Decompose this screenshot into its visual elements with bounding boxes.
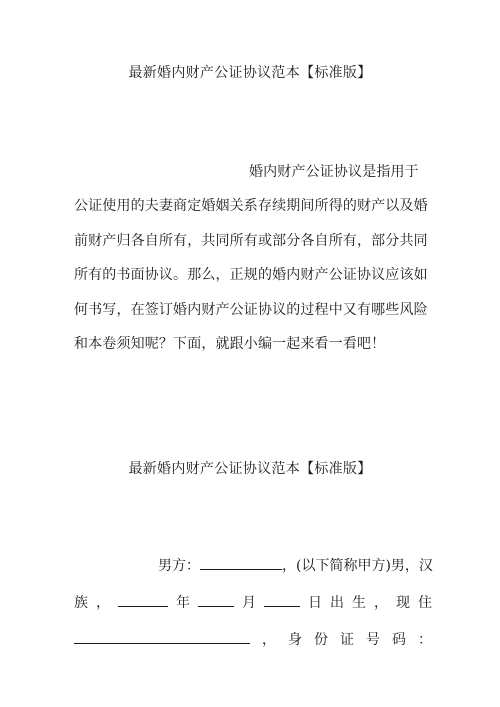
intro-line: 何书写，在签订婚内财产公证协议的过程中又有哪些风险 (74, 301, 428, 318)
husband-name-blank[interactable] (200, 554, 282, 570)
text-char: ， (96, 595, 110, 611)
intro-paragraph (74, 155, 430, 361)
text-char: 证 (340, 632, 354, 648)
husband-label: 男方： (158, 558, 200, 574)
birth-address-line (74, 591, 432, 628)
intro-line: 公证使用的夫妻商定婚姻关系存续期间所得的财产以及婚 (74, 198, 428, 215)
document-title: 最新婚内财产公证协议范本【标准版】 (128, 65, 372, 81)
intro-line: 和本卷须知呢？下面，就跟小编一起来看一看吧！ (74, 335, 386, 352)
intro-line: 前财产归各自所有，共同所有或部分各自所有，部分共同 (74, 232, 428, 249)
text-char: 出 (330, 595, 344, 611)
text-char: ， (262, 632, 276, 648)
text-char: 号 (366, 632, 380, 648)
birth-month-blank[interactable] (198, 591, 234, 607)
text-char: 身 (288, 632, 302, 648)
text-char: ， (374, 595, 388, 611)
text-char: 码 (392, 632, 406, 648)
husband-line (74, 554, 432, 591)
agreement-title: 最新婚内财产公证协议范本【标准版】 (128, 461, 372, 477)
text-char: 族 (74, 595, 88, 611)
text-char: 月 (242, 595, 256, 611)
agreement-form (74, 554, 432, 665)
text-char: 年 (176, 595, 190, 611)
text-char: 现 (396, 595, 410, 611)
birth-year-blank[interactable] (118, 591, 168, 607)
intro-line: 婚内财产公证协议是指用于 (249, 164, 419, 180)
text-char: ： (418, 632, 432, 648)
text-char: 份 (314, 632, 328, 648)
intro-line: 所有的书面协议。那么，正规的婚内财产公证协议应该如 (74, 267, 428, 284)
text-char: 住 (418, 595, 432, 611)
husband-line-text: ，(以下简称甲方)男，汉 (282, 558, 433, 574)
birth-day-blank[interactable] (264, 591, 300, 607)
text-char: 生 (352, 595, 366, 611)
address-blank[interactable] (74, 628, 250, 644)
text-char: 日 (308, 595, 322, 611)
address-id-line (74, 628, 432, 665)
